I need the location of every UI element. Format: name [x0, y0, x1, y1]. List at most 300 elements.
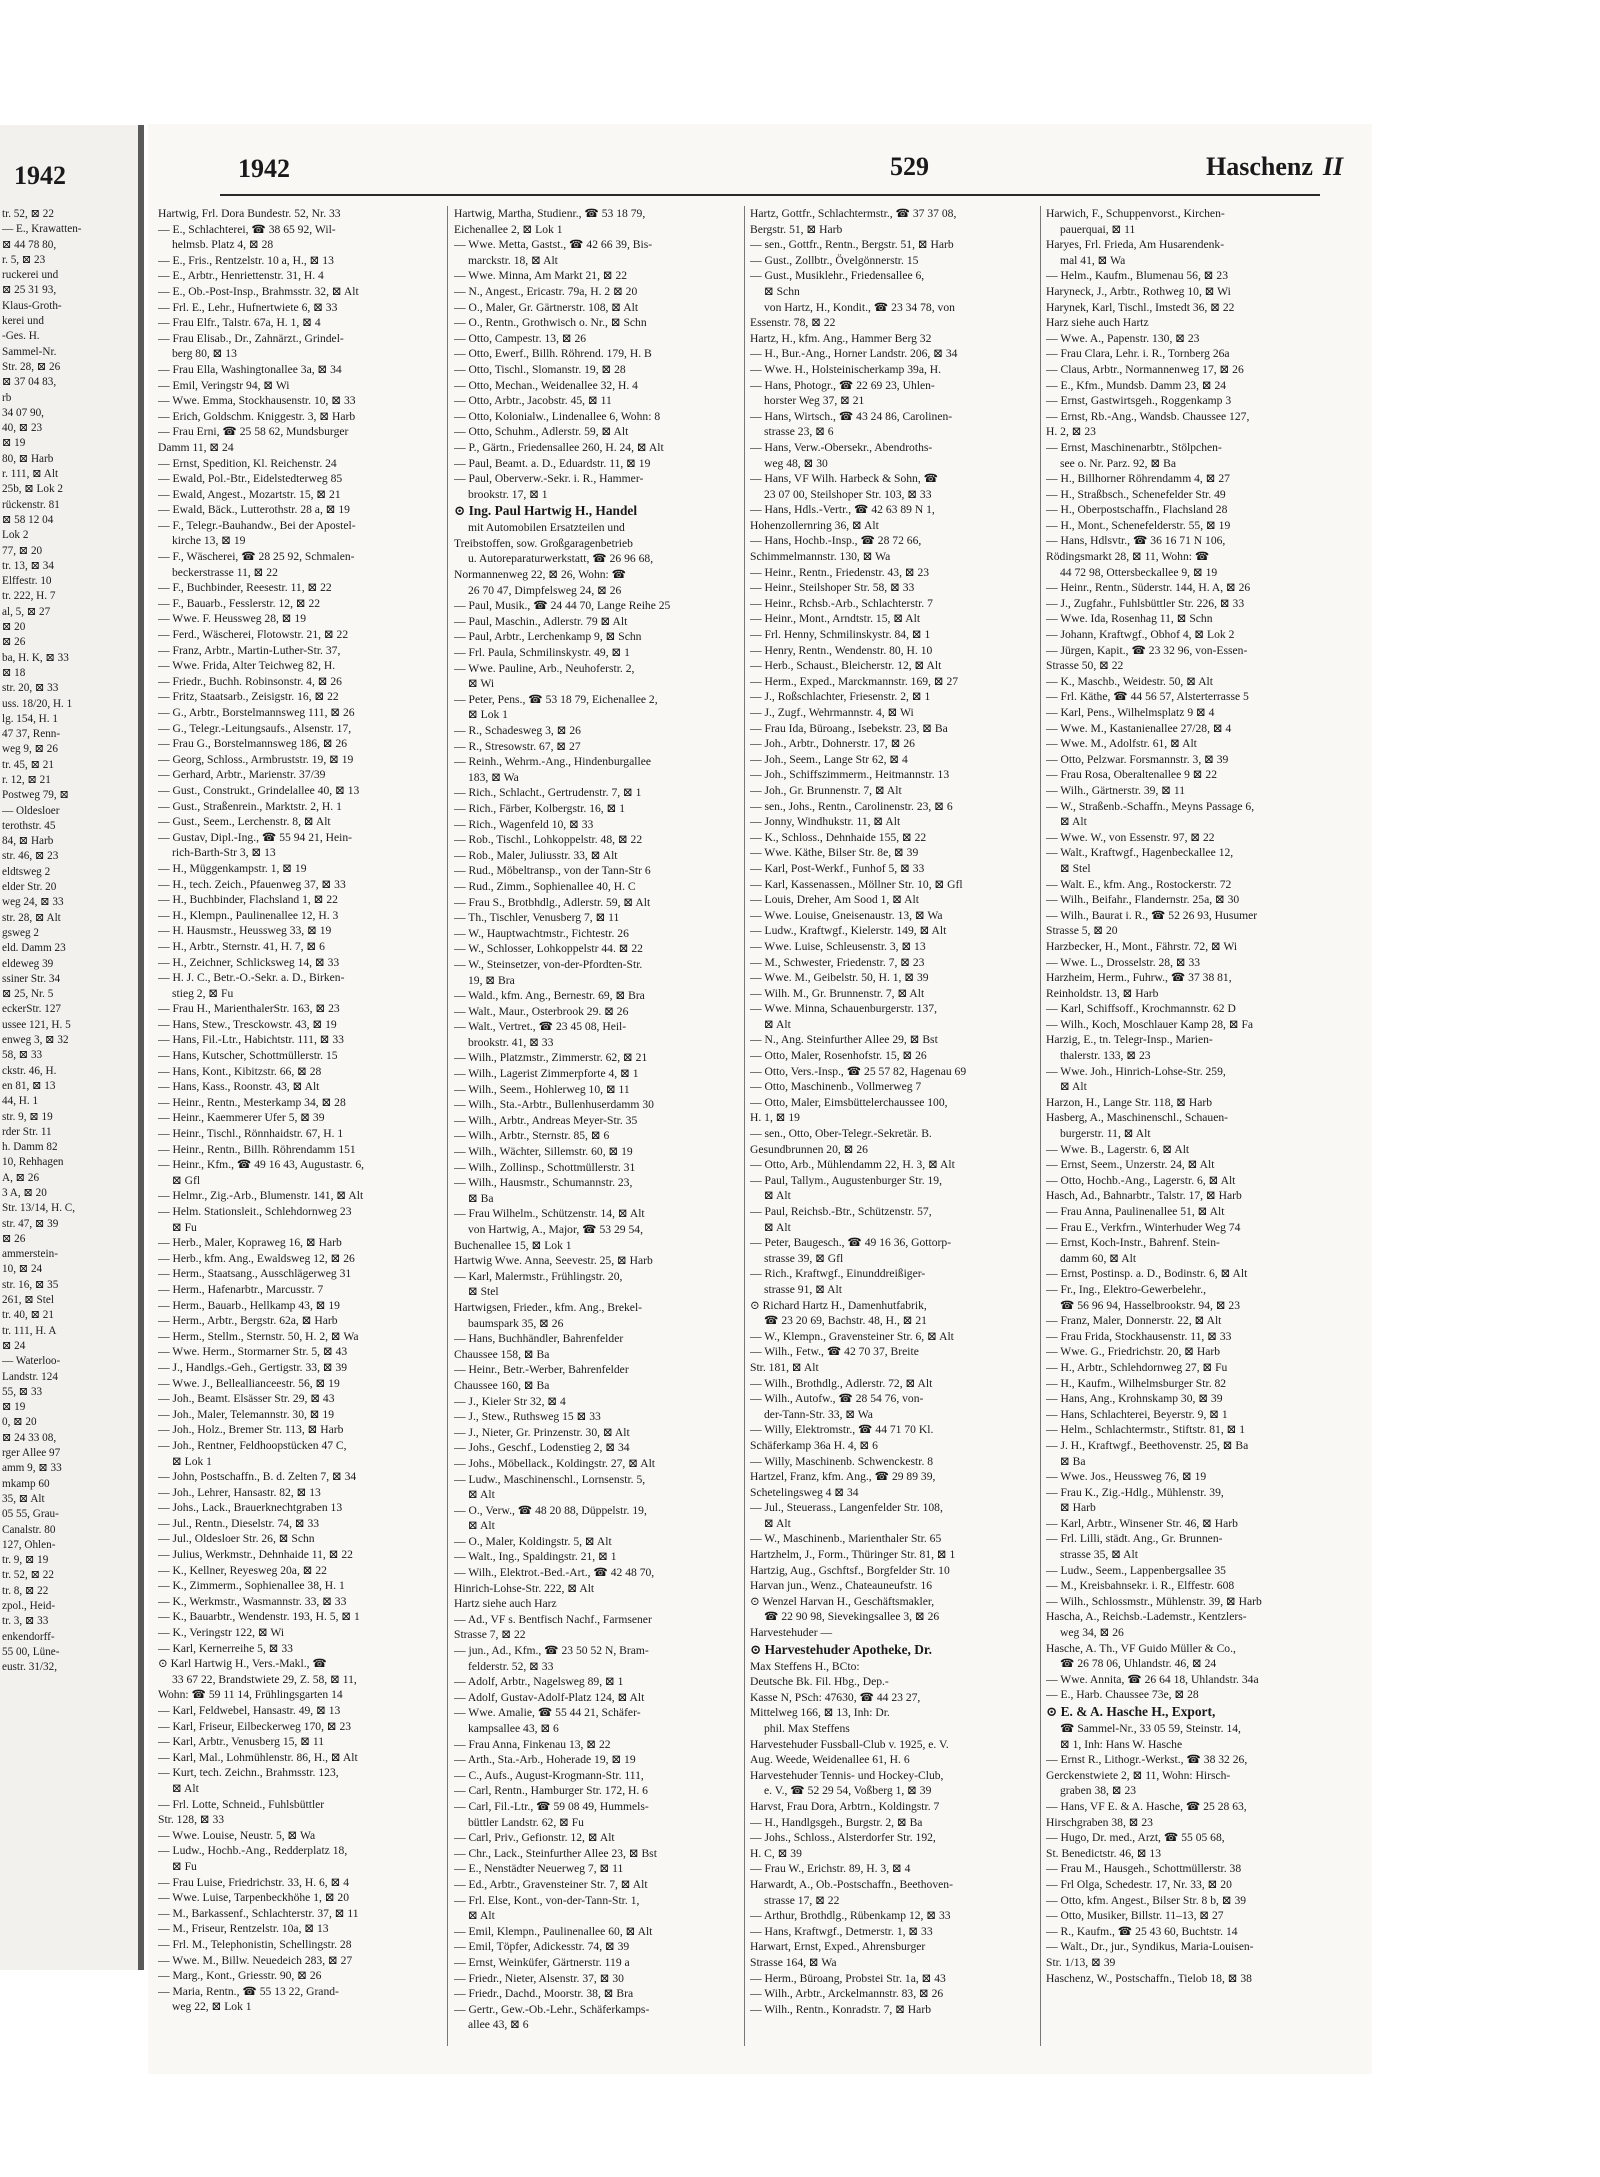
directory-entry: — K., Zimmerm., Sophienallee 38, H. 1 — [158, 1579, 345, 1593]
directory-entry: weg 34, ⊠ 26 — [1060, 1626, 1124, 1640]
directory-entry: — Wilh., Hausmstr., Schumannstr. 23, — [454, 1176, 633, 1190]
previous-page-line: Landstr. 124 — [2, 1370, 58, 1383]
directory-entry: Hartz siehe auch Harz — [454, 1597, 557, 1611]
directory-entry: Hartz, Gottfr., Schlachtermstr., ☎ 37 37 08, — [750, 207, 957, 220]
previous-page-line: tr. 111, H. A — [2, 1324, 57, 1337]
directory-entry: — Joh., Gr. Brunnenstr. 7, ⊠ Alt — [750, 783, 902, 797]
directory-entry: — Wwe. M., Geibelstr. 50, H. 1, ⊠ 39 — [750, 971, 929, 985]
directory-entry: — Karl, Kernerreihe 5, ⊠ 33 — [158, 1641, 293, 1655]
directory-entry: — Otto, Maler, Eimsbüttelerchaussee 100, — [750, 1095, 948, 1109]
directory-entry: — R., Stresowstr. 67, ⊠ 27 — [454, 739, 581, 753]
directory-entry: — Paul, Tallym., Augustenburger Str. 19, — [750, 1173, 942, 1187]
directory-entry: — H., Kaufm., Wilhelmsburger Str. 82 — [1046, 1376, 1227, 1390]
directory-entry: — Wilh., Arbtr., Andreas Meyer-Str. 35 — [454, 1113, 638, 1127]
directory-entry: — K., Maschb., Weidestr. 50, ⊠ Alt — [1046, 674, 1214, 688]
directory-entry: — Ludw., Hochb.-Ang., Redderplatz 18, — [158, 1844, 348, 1858]
directory-entry: — Adolf, Arbtr., Nagelsweg 89, ⊠ 1 — [454, 1675, 624, 1689]
previous-page-line: 35, ⊠ Alt — [2, 1492, 45, 1505]
directory-entry: — Frau Ida, Büroang., Isebekstr. 23, ⊠ Ba — [750, 721, 948, 735]
directory-entry: — Hans, Kutscher, Schottmüllerstr. 15 — [158, 1049, 338, 1063]
directory-entry: — K., Bauarbtr., Wendenstr. 193, H. 5, ⊠ 1 — [158, 1610, 360, 1624]
directory-entry: — Wilh., Brothdlg., Adlerstr. 72, ⊠ Alt — [750, 1376, 933, 1390]
directory-entry: ⊠ Lok 1 — [172, 1454, 212, 1468]
previous-page-line: 77, ⊠ 20 — [2, 544, 43, 557]
previous-page-line: enkendorff- — [2, 1630, 55, 1643]
previous-page-line: Sammel-Nr. — [2, 345, 57, 358]
directory-entry: Deutsche Bk. Fil. Hbg., Dep.- — [750, 1675, 889, 1689]
directory-entry: — W., Maschinenb., Marienthaler Str. 65 — [750, 1532, 942, 1546]
previous-page-line: rückenstr. 81 — [2, 498, 60, 511]
directory-entry: — Heinr., Rentn., Friedenstr. 43, ⊠ 23 — [750, 565, 930, 579]
directory-entry: — Herm., Bauarb., Hellkamp 43, ⊠ 19 — [158, 1298, 340, 1312]
directory-entry: — Gust., Zollbtr., Övelgönnerstr. 15 — [750, 253, 919, 267]
directory-entry: Harvestehuder Tennis- und Hockey-Club, — [750, 1768, 944, 1782]
directory-entry: — E., Harb. Chaussee 73e, ⊠ 28 — [1046, 1688, 1199, 1702]
previous-page-line: -Ges. H. — [2, 330, 40, 343]
directory-entry: — E., Fris., Rentzelstr. 10 a, H., ⊠ 13 — [158, 253, 334, 267]
directory-entry: — Karl, Schiffsoff., Krochmannstr. 62 D — [1046, 1002, 1236, 1016]
directory-entry: — Wwe. M., Adolfstr. 61, ⊠ Alt — [1046, 737, 1197, 751]
previous-page-line: ⊠ 25, Nr. 5 — [2, 988, 54, 1001]
directory-entry: — Wilh., Zollinsp., Schottmüllerstr. 31 — [454, 1160, 636, 1174]
directory-entry: Str. 128, ⊠ 33 — [158, 1813, 225, 1827]
directory-entry: ⊠ Lok 1 — [468, 708, 508, 722]
directory-entry: — Wwe. Amalie, ☎ 55 44 21, Schäfer- — [454, 1706, 641, 1720]
directory-entry: — jun., Ad., Kfm., ☎ 23 50 52 N, Bram- — [454, 1644, 649, 1658]
previous-page-line: tr. 3, ⊠ 33 — [2, 1615, 49, 1628]
directory-entry: — Reinh., Wehrm.-Ang., Hindenburgallee — [454, 755, 651, 769]
directory-entry: — Wilh., Arbtr., Sternstr. 85, ⊠ 6 — [454, 1129, 610, 1143]
directory-entry: Harynek, Karl, Tischl., Imstedt 36, ⊠ 22 — [1046, 300, 1235, 314]
directory-entry: felderstr. 52, ⊠ 33 — [468, 1659, 554, 1673]
directory-entry: Str. 1/13, ⊠ 39 — [1046, 1955, 1116, 1969]
directory-entry: — Wwe. Ida, Rosenhag 11, ⊠ Schn — [1046, 612, 1213, 626]
directory-entry: 44 72 98, Ottersbeckallee 9, ⊠ 19 — [1060, 565, 1218, 579]
directory-entry: — Jürgen, Kapit., ☎ 23 32 96, von-Essen- — [1046, 643, 1248, 657]
directory-entry: büttler Landstr. 62, ⊠ Fu — [468, 1815, 584, 1829]
previous-page-line: eld. Damm 23 — [2, 942, 66, 955]
directory-entry: — Maria, Rentn., ☎ 55 13 22, Grand- — [158, 1984, 339, 1998]
previous-page-line: 55, ⊠ 33 — [2, 1385, 43, 1398]
directory-entry: — Wwe. M., Kastanienallee 27/28, ⊠ 4 — [1046, 721, 1232, 735]
directory-entry: — M., Kreisbahnsekr. i. R., Elffestr. 608 — [1046, 1579, 1235, 1593]
directory-entry: — Chr., Lack., Steinfurther Allee 23, ⊠ Bst — [454, 1846, 657, 1860]
directory-entry: — Hans, Kass., Roonstr. 43, ⊠ Alt — [158, 1080, 320, 1094]
directory-entry: — C., Aufs., August-Krogmann-Str. 111, — [454, 1768, 644, 1782]
column-2 — [454, 206, 736, 2066]
directory-entry: — Paul, Reichsb.-Btr., Schützenstr. 57, — [750, 1205, 932, 1218]
directory-entry: ⊠ Alt — [172, 1781, 199, 1795]
previous-page-line: ⊠ 26 — [2, 636, 26, 649]
directory-entry: Hohenzollernring 36, ⊠ Alt — [750, 518, 879, 532]
directory-entry: 23 07 00, Steilshoper Str. 103, ⊠ 33 — [764, 487, 932, 501]
directory-entry: Str. 181, ⊠ Alt — [750, 1360, 819, 1374]
directory-entry: — Heinr., Kaemmerer Ufer 5, ⊠ 39 — [158, 1111, 325, 1125]
directory-entry: — Herm., Staatsang., Ausschlägerweg 31 — [158, 1267, 352, 1281]
directory-entry: von Hartwig, A., Major, ☎ 53 29 54, — [468, 1223, 643, 1236]
directory-entry: Harzbecker, H., Mont., Fährstr. 72, ⊠ Wi — [1046, 939, 1238, 953]
directory-entry: — Rich., Kraftwgf., Einunddreißiger- — [750, 1267, 926, 1281]
page-number: 529 — [890, 152, 929, 181]
previous-page-line: tr. 222, H. 7 — [2, 590, 56, 603]
directory-entry: — J., Kieler Str 32, ⊠ 4 — [454, 1394, 566, 1408]
directory-entry: — Hans, Kont., Kibitzstr. 66, ⊠ 28 — [158, 1064, 322, 1078]
directory-entry: — Johs., Lack., Brauerknechtgraben 13 — [158, 1501, 343, 1515]
directory-entry: — Otto, kfm. Angest., Bilser Str. 8 b, ⊠ 39 — [1046, 1893, 1247, 1907]
directory-entry: — Wwe. Herm., Stormarner Str. 5, ⊠ 43 — [158, 1345, 348, 1359]
directory-entry: — Hans, Hdlsvtr., ☎ 36 16 71 N 106, — [1046, 534, 1226, 548]
previous-page-line: Postweg 79, ⊠ — [2, 789, 69, 802]
directory-entry: — Hans, Ang., Krohnskamp 30, ⊠ 39 — [1046, 1392, 1223, 1406]
directory-entry: ⊠ Alt — [468, 1488, 495, 1502]
previous-page-line: enweg 3, ⊠ 32 — [2, 1034, 69, 1047]
previous-page-line: tr. 45, ⊠ 21 — [2, 758, 54, 771]
directory-entry: — Otto, Kolonialw., Lindenallee 6, Wohn: 8 — [454, 409, 661, 423]
directory-entry: — Herb., Schaust., Bleicherstr. 12, ⊠ Alt — [750, 659, 942, 673]
directory-entry: — Joh., Rentner, Feldhoopstücken 47 C, — [158, 1438, 347, 1452]
previous-page-line: terothstr. 45 — [2, 819, 56, 832]
directory-entry: ⊠ Alt — [468, 1519, 495, 1533]
directory-entry: — Frau G., Borstelmannsweg 186, ⊠ 26 — [158, 737, 348, 751]
previous-page-line: 84, ⊠ Harb — [2, 835, 54, 848]
directory-entry: — E., Arbtr., Henriettenstr. 31, H. 4 — [158, 269, 324, 283]
directory-entry: — Heinr., Mont., Arndtstr. 15, ⊠ Alt — [750, 612, 921, 626]
directory-entry: — Otto, Maler, Rosenhofstr. 15, ⊠ 26 — [750, 1049, 927, 1063]
directory-entry: ⊙ Karl Hartwig H., Vers.-Makl., ☎ — [158, 1657, 327, 1671]
directory-entry: — N., Ang. Steinfurther Allee 29, ⊠ Bst — [750, 1033, 938, 1047]
previous-page-line: ⊠ 19 — [2, 437, 26, 450]
directory-entry: ☎ 56 96 94, Hasselbrookstr. 94, ⊠ 23 — [1060, 1298, 1241, 1312]
directory-page — [148, 124, 1372, 2074]
directory-entry: — J., Handlgs.-Geh., Gertigstr. 33, ⊠ 39 — [158, 1360, 348, 1374]
directory-entry: — R., Kaufm., ☎ 25 43 60, Buchtstr. 14 — [1046, 1924, 1238, 1938]
directory-entry: — Arthur, Brothdlg., Rübenkamp 12, ⊠ 33 — [750, 1909, 951, 1923]
directory-entry: — John, Postschaffn., B. d. Zelten 7, ⊠ 34 — [158, 1470, 357, 1484]
directory-entry: — Rud., Möbeltransp., von der Tann-Str 6 — [454, 864, 651, 878]
directory-entry: — K., Kellner, Reyesweg 20a, ⊠ 22 — [158, 1563, 327, 1577]
directory-entry: Chaussee 158, ⊠ Ba — [454, 1347, 550, 1361]
directory-entry: — O., Rentn., Grothwisch o. Nr., ⊠ Schn — [454, 316, 647, 330]
directory-entry: ☎ 23 20 69, Bachstr. 48, H., ⊠ 21 — [764, 1314, 927, 1328]
previous-page-line: tr. 52, ⊠ 22 — [2, 1569, 54, 1582]
directory-entry: — Ernst, Maschinenarbtr., Stölpchen- — [1046, 440, 1222, 454]
directory-entry: ⊠ Harb — [1060, 1501, 1096, 1515]
directory-entry: — Wwe. F. Heussweg 28, ⊠ 19 — [158, 612, 307, 626]
directory-entry: — Willy, Elektromstr., ☎ 44 71 70 Kl. — [750, 1423, 934, 1437]
previous-page-line: 55 00, Lüne- — [2, 1645, 60, 1658]
directory-entry: — E., Nenstädter Neuerweg 7, ⊠ 11 — [454, 1862, 624, 1876]
directory-entry: — O., Maler, Koldingstr. 5, ⊠ Alt — [454, 1534, 612, 1548]
directory-entry: — Otto, Tischl., Slomanstr. 19, ⊠ 28 — [454, 362, 626, 376]
directory-entry: Hartzhelm, J., Form., Thüringer Str. 81, ⊠ 1 — [750, 1548, 956, 1562]
directory-entry: ⊙ E. & A. Hasche H., Export, — [1046, 1704, 1216, 1719]
directory-entry: — Wilh., Lagerist Zimmerpforte 4, ⊠ 1 — [454, 1067, 639, 1081]
directory-entry: — Karl, Post-Werkf., Funhof 5, ⊠ 33 — [750, 861, 925, 875]
directory-entry: — Wwe. Joh., Hinrich-Lohse-Str. 259, — [1046, 1064, 1226, 1078]
directory-entry: Hartwig, Martha, Studienr., ☎ 53 18 79, — [454, 207, 646, 220]
directory-entry: — Wilh., Sta.-Arbtr., Bullenhuserdamm 30 — [454, 1098, 654, 1112]
directory-entry: Harvestehuder — — [750, 1626, 833, 1640]
directory-entry: — F., Buchbinder, Reesestr. 11, ⊠ 22 — [158, 581, 332, 595]
previous-page-line: 47 37, Renn- — [2, 728, 61, 741]
directory-entry: — F., Bauarb., Fesslerstr. 12, ⊠ 22 — [158, 596, 321, 610]
previous-page-line: 10, Rehhagen — [2, 1156, 64, 1169]
directory-entry: — Wilh., Gärtnerstr. 39, ⊠ 11 — [1046, 783, 1186, 797]
directory-entry: — Joh., Maler, Telemannstr. 30, ⊠ 19 — [158, 1407, 334, 1421]
directory-entry: Hinrich-Lohse-Str. 222, ⊠ Alt — [454, 1581, 595, 1595]
directory-entry: horster Weg 37, ⊠ 21 — [764, 394, 865, 408]
directory-entry: — Wilh., Wächter, Sillemstr. 60, ⊠ 19 — [454, 1145, 633, 1159]
previous-page-line: ssiner Str. 34 — [2, 972, 61, 985]
directory-entry: — G., Telegr.-Leitungsaufs., Alsenstr. 17, — [158, 721, 352, 735]
directory-entry: — H. J. C., Betr.-O.-Sekr. a. D., Birken- — [158, 971, 345, 985]
directory-entry: Chaussee 160, ⊠ Ba — [454, 1378, 550, 1392]
directory-entry: — G., Arbtr., Borstelmannsweg 111, ⊠ 26 — [158, 706, 355, 719]
directory-entry: ⊠ Alt — [1060, 1080, 1087, 1094]
directory-entry: — Johs., Möbellack., Koldingstr. 27, ⊠ Alt — [454, 1456, 656, 1470]
directory-entry: — Frl. M., Telephonistin, Schellingstr. 28 — [158, 1937, 352, 1951]
directory-entry: — Th., Tischler, Venusberg 7, ⊠ 11 — [454, 911, 620, 925]
directory-entry: — Marg., Kont., Griesstr. 90, ⊠ 26 — [158, 1969, 322, 1983]
directory-entry: — Frau E., Verkfrn., Winterhuder Weg 74 — [1046, 1220, 1241, 1234]
previous-page-year: 1942 — [14, 161, 66, 190]
previous-page-line: str. 9, ⊠ 19 — [2, 1110, 53, 1123]
directory-entry: — Ewald, Bäck., Lutterothstr. 28 a, ⊠ 19 — [158, 503, 350, 517]
directory-entry: — Frau S., Brotbhdlg., Adlerstr. 59, ⊠ Alt — [454, 895, 651, 909]
directory-entry: strasse 23, ⊠ 6 — [764, 425, 834, 439]
directory-entry: — Frl. Paula, Schmilinskystr. 49, ⊠ 1 — [454, 646, 630, 660]
directory-entry: — M., Barkassenf., Schlachterstr. 37, ⊠ 11 — [158, 1906, 359, 1920]
directory-entry: — Heinr., Tischl., Rönnhaidstr. 67, H. 1 — [158, 1127, 344, 1141]
previous-page-line: rb — [2, 391, 12, 404]
directory-entry: — Frau Rosa, Oberaltenallee 9 ⊠ 22 — [1046, 768, 1218, 782]
directory-entry: — F., Wäscherei, ☎ 28 25 92, Schmalen- — [158, 550, 355, 564]
previous-page-line: ⊠ 19 — [2, 1401, 26, 1414]
directory-entry: — H., Mont., Schenefelderstr. 55, ⊠ 19 — [1046, 518, 1231, 532]
directory-entry: — Wald., kfm. Ang., Bernestr. 69, ⊠ Bra — [454, 989, 645, 1003]
directory-entry: — Johs., Schloss., Alsterdorfer Str. 192, — [750, 1831, 936, 1845]
previous-page-line: str. 16, ⊠ 35 — [2, 1278, 59, 1291]
directory-entry: — Ed., Arbtr., Gravensteiner Str. 7, ⊠ Alt — [454, 1877, 648, 1891]
previous-page-line: ba, H. K, ⊠ 33 — [2, 651, 69, 664]
directory-entry: — Herm., Arbtr., Bergstr. 62a, ⊠ Harb — [158, 1314, 338, 1328]
directory-entry: — Frl. E., Lehr., Hufnertwiete 6, ⊠ 33 — [158, 300, 338, 314]
directory-entry: Hirschgraben 38, ⊠ 23 — [1046, 1815, 1153, 1829]
previous-page-line: Str. 28, ⊠ 26 — [2, 360, 61, 373]
directory-entry: — R., Schadesweg 3, ⊠ 26 — [454, 724, 581, 737]
previous-page-line: ⊠ 25 31 93, — [2, 284, 57, 297]
directory-entry: Hasch, Ad., Bahnarbtr., Talstr. 17, ⊠ Harb — [1046, 1189, 1242, 1203]
directory-entry: — Ludw., Maschinenschl., Lornsenstr. 5, — [454, 1472, 646, 1486]
directory-entry: — Otto, Maschinenb., Vollmerweg 7 — [750, 1080, 922, 1094]
previous-page-line: str. 28, ⊠ Alt — [2, 911, 61, 924]
directory-entry: — Gust., Straßenrein., Marktstr. 2, H. 1 — [158, 799, 342, 813]
directory-entry: Hasberg, A., Maschinenschl., Schauen- — [1046, 1111, 1229, 1125]
previous-page-line: en 81, ⊠ 13 — [2, 1079, 56, 1092]
directory-entry: — H., Billhorner Röhrendamm 4, ⊠ 27 — [1046, 472, 1230, 486]
previous-page-line: Canalstr. 80 — [2, 1523, 56, 1536]
directory-entry: ⊠ Alt — [764, 1516, 791, 1530]
directory-entry: — Gustav, Dipl.-Ing., ☎ 55 94 21, Hein- — [158, 830, 353, 844]
directory-entry: — Wilh., Rentn., Konradstr. 7, ⊠ Harb — [750, 2002, 931, 2016]
directory-entry: — Wilh., Platzmstr., Zimmerstr. 62, ⊠ 21 — [454, 1051, 648, 1065]
directory-entry: — Emil, Klempn., Paulinenallee 60, ⊠ Alt — [454, 1924, 653, 1938]
directory-entry: — Carl, Priv., Gefionstr. 12, ⊠ Alt — [454, 1831, 615, 1845]
directory-entry: — K., Veringstr 122, ⊠ Wi — [158, 1626, 285, 1640]
directory-entry: — Carl, Rentn., Hamburger Str. 172, H. 6 — [454, 1784, 648, 1798]
directory-entry: — Paul, Beamt. a. D., Eduardstr. 11, ⊠ 19 — [454, 456, 651, 470]
directory-entry: — Emil, Töpfer, Adickesstr. 74, ⊠ 39 — [454, 1940, 630, 1954]
directory-entry: — Rich., Färber, Kolbergstr. 16, ⊠ 1 — [454, 801, 626, 815]
directory-entry: — Heinr., Rentn., Mesterkamp 34, ⊠ 28 — [158, 1095, 346, 1109]
directory-entry: — Otto, Arbtr., Jacobstr. 45, ⊠ 11 — [454, 394, 612, 408]
directory-entry: Harvst, Frau Dora, Arbtrn., Koldingstr. 7 — [750, 1799, 940, 1813]
directory-entry: — Walt., Ing., Spaldingstr. 21, ⊠ 1 — [454, 1550, 617, 1564]
previous-page-line: ckstr. 46, H. — [2, 1064, 57, 1077]
directory-entry: thalerstr. 133, ⊠ 23 — [1060, 1049, 1151, 1063]
directory-entry: ⊙ Ing. Paul Hartwig H., Handel — [454, 503, 638, 519]
directory-entry: — Gust., Musiklehr., Friedensallee 6, — [750, 269, 925, 283]
directory-entry: — Frau Luise, Friedrichstr. 33, H. 6, ⊠ 4 — [158, 1875, 350, 1889]
previous-page-line: 34 07 90, — [2, 406, 44, 419]
directory-entry: — Ludw., Kraftwgf., Kielerstr. 149, ⊠ Alt — [750, 924, 947, 938]
directory-entry: — Frl. Lotte, Schneid., Fuhlsbüttler — [158, 1797, 325, 1811]
directory-entry: — Rob., Tischl., Lohkoppelstr. 48, ⊠ 22 — [454, 833, 643, 847]
directory-entry: — H., Arbtr., Sternstr. 41, H. 7, ⊠ 6 — [158, 939, 325, 953]
page-year: 1942 — [238, 154, 290, 183]
previous-page-edge — [0, 125, 144, 1970]
directory-entry: — Wwe. L., Drosselstr. 28, ⊠ 33 — [1046, 955, 1201, 969]
directory-entry: marckstr. 18, ⊠ Alt — [468, 253, 558, 267]
directory-entry: berg 80, ⊠ 13 — [172, 347, 237, 361]
directory-entry: Hartwig, Frl. Dora Bundestr. 52, Nr. 33 — [158, 207, 341, 220]
directory-entry: — Hans, Fil.-Ltr., Habichtstr. 111, ⊠ 33 — [158, 1033, 344, 1047]
directory-entry: burgerstr. 11, ⊠ Alt — [1060, 1127, 1151, 1141]
previous-page-line: A, ⊠ 26 — [2, 1171, 40, 1184]
previous-page-line: weg 9, ⊠ 26 — [2, 743, 58, 756]
column-4 — [1046, 206, 1328, 2066]
directory-entry: — M., Friseur, Rentzelstr. 10a, ⊠ 13 — [158, 1922, 329, 1936]
previous-page-line: 0, ⊠ 20 — [2, 1416, 37, 1429]
header-rule — [220, 194, 1320, 196]
directory-entry: — Peter, Pens., ☎ 53 18 79, Eichenallee 2, — [454, 692, 658, 706]
directory-entry: — Ernst R., Lithogr.-Werkst., ☎ 38 32 26, — [1046, 1753, 1248, 1767]
directory-entry: — Walt., Kraftwgf., Hagenbeckallee 12, — [1046, 846, 1234, 860]
directory-entry: helmsb. Platz 4, ⊠ 28 — [172, 238, 274, 252]
directory-entry: ⊠ Schn — [764, 284, 800, 298]
directory-entry: — Jul., Rentn., Dieselstr. 74, ⊠ 33 — [158, 1516, 320, 1530]
directory-entry: — Wilh., Autofw., ☎ 28 54 76, von- — [750, 1392, 924, 1406]
directory-entry: H. C, ⊠ 39 — [750, 1846, 802, 1860]
directory-entry: — H., Klempn., Paulinenallee 12, H. 3 — [158, 908, 339, 922]
directory-entry: 26 70 47, Dimpfelsweg 24, ⊠ 26 — [468, 583, 622, 597]
directory-entry: ⊠ Alt — [1060, 815, 1087, 829]
previous-page-line: kerei und — [2, 315, 44, 328]
directory-entry: — W., Straßenb.-Schaffn., Meyns Passage 6, — [1046, 799, 1255, 813]
directory-entry: — Ewald, Angest., Mozartstr. 15, ⊠ 21 — [158, 487, 341, 501]
directory-entry: — Heinr., Rentn., Süderstr. 144, H. A, ⊠ 26 — [1046, 581, 1251, 595]
directory-entry: — Walt. E., kfm. Ang., Rostockerstr. 72 — [1046, 877, 1232, 891]
directory-entry: Mittelweg 166, ⊠ 13, Inh: Dr. — [750, 1706, 890, 1720]
previous-page-line: ⊠ 20 — [2, 621, 26, 634]
directory-entry: graben 38, ⊠ 23 — [1060, 1784, 1137, 1798]
directory-entry: — Friedr., Nieter, Alsenstr. 37, ⊠ 30 — [454, 1971, 624, 1985]
directory-entry: — Walt., Vertret., ☎ 23 45 08, Heil- — [454, 1020, 627, 1034]
previous-page-line: 05 55, Grau- — [2, 1508, 59, 1521]
directory-entry: — Wwe. Pauline, Arb., Neuhoferstr. 2, — [454, 661, 635, 675]
previous-page-line: uss. 18/20, H. 1 — [2, 697, 73, 710]
directory-entry: Wohn: ☎ 59 11 14, Frühlingsgarten 14 — [158, 1688, 343, 1702]
directory-entry: St. Benedictstr. 46, ⊠ 13 — [1046, 1846, 1162, 1860]
directory-entry: — Gust., Construkt., Grindelallee 40, ⊠ 13 — [158, 783, 360, 797]
directory-entry: — H. Hausmstr., Heussweg 33, ⊠ 19 — [158, 924, 332, 938]
directory-entry: — Wwe. Frida, Alter Teichweg 82, H. — [158, 659, 336, 673]
directory-entry: Harwich, F., Schuppenvorst., Kirchen- — [1046, 207, 1225, 220]
directory-entry: kampsallee 43, ⊠ 6 — [468, 1722, 559, 1735]
previous-page-line: amm 9, ⊠ 33 — [2, 1462, 62, 1475]
directory-entry: Harzheim, Herm., Fuhrw., ☎ 37 38 81, — [1046, 971, 1232, 985]
previous-page-line: — Waterloo- — [2, 1355, 61, 1368]
directory-entry: ☎ 26 78 06, Uhlandstr. 46, ⊠ 24 — [1060, 1657, 1217, 1671]
directory-entry: — Helm., Schlachtermstr., Stiftstr. 81, ⊠ 1 — [1046, 1423, 1246, 1437]
directory-entry: — Ewald, Pol.-Btr., Eidelstedterweg 85 — [158, 472, 343, 486]
directory-entry: — Jul., Oldesloer Str. 26, ⊠ Schn — [158, 1532, 315, 1546]
directory-entry: ⊠ Alt — [764, 1220, 791, 1234]
directory-entry: — H., tech. Zeich., Pfauenweg 37, ⊠ 33 — [158, 877, 346, 891]
previous-page-line: ⊠ 37 04 83, — [2, 376, 57, 389]
directory-entry: ☎ 22 90 98, Sievekingsallee 3, ⊠ 26 — [764, 1610, 940, 1624]
directory-entry: e. V., ☎ 52 29 54, Voßberg 1, ⊠ 39 — [764, 1784, 932, 1798]
previous-page-line: 40, ⊠ 23 — [2, 422, 43, 435]
directory-entry: — Joh., Seem., Lange Str 62, ⊠ 4 — [750, 752, 908, 766]
previous-page-line: tr. 40, ⊠ 21 — [2, 1309, 54, 1322]
previous-page-line: weg 24, ⊠ 33 — [2, 896, 64, 909]
previous-page-line: — Oldesloer — [2, 804, 60, 817]
directory-entry: — Carl, Fil.-Ltr., ☎ 59 08 49, Hummels- — [454, 1799, 649, 1813]
directory-entry: — Ernst, Weinküfer, Gärtnerstr. 119 a — [454, 1955, 630, 1969]
directory-entry: — Helm., Kaufm., Blumenau 56, ⊠ 23 — [1046, 269, 1228, 283]
directory-entry: — Frl. Henny, Schmilinskystr. 84, ⊠ 1 — [750, 628, 931, 642]
previous-page-line: 3 A, ⊠ 20 — [2, 1187, 47, 1199]
previous-page-line: 127, Ohlen- — [2, 1538, 56, 1551]
previous-page-line: zpol., Heid- — [2, 1600, 56, 1613]
directory-entry: — Otto, Arb., Mühlendamm 22, H. 3, ⊠ Alt — [750, 1158, 955, 1172]
directory-entry: — Heinr., Rentn., Billh. Röhrendamm 151 — [158, 1142, 356, 1156]
directory-entry: — Paul, Arbtr., Lerchenkamp 9, ⊠ Schn — [454, 630, 642, 644]
directory-entry: — J., Stew., Ruthsweg 15 ⊠ 33 — [454, 1410, 601, 1424]
previous-page-line: tr. 8, ⊠ 22 — [2, 1584, 49, 1597]
directory-entry: — Frau Elisab., Dr., Zahnärzt., Grindel- — [158, 331, 344, 345]
directory-entry: — Ernst, Spedition, Kl. Reichenstr. 24 — [158, 456, 337, 470]
directory-entry: — H., Müggenkampstr. 1, ⊠ 19 — [158, 861, 307, 875]
directory-entry: Hartzel, Franz, kfm. Ang., ☎ 29 89 39, — [750, 1470, 936, 1484]
directory-entry: Kasse N, PSch: 47630, ☎ 44 23 27, — [750, 1690, 921, 1704]
directory-entry: — Heinr., Rchsb.-Arb., Schlachterstr. 7 — [750, 596, 933, 610]
previous-page-line: h. Damm 82 — [2, 1141, 58, 1154]
directory-entry: Schimmelmannstr. 130, ⊠ Wa — [750, 550, 891, 564]
directory-entry: — Johann, Kraftwgf., Obhof 4, ⊠ Lok 2 — [1046, 628, 1235, 642]
directory-entry: — Franz, Maler, Donnerstr. 22, ⊠ Alt — [1046, 1314, 1222, 1328]
directory-entry: — Wilh., Arbtr., Arckelmannstr. 83, ⊠ 26 — [750, 1987, 944, 2001]
directory-entry: — Hugo, Dr. med., Arzt, ☎ 55 05 68, — [1046, 1831, 1225, 1845]
previous-page-line: Str. 13/14, H. C, — [2, 1202, 76, 1215]
column-divider — [744, 206, 745, 2046]
directory-entry: — Friedr., Buchh. Robinsonstr. 4, ⊠ 26 — [158, 674, 342, 688]
directory-entry: — Karl, Malermstr., Frühlingstr. 20, — [454, 1269, 623, 1283]
directory-entry: strasse 39, ⊠ Gfl — [764, 1251, 844, 1265]
previous-page-line: 10, ⊠ 24 — [2, 1263, 43, 1276]
directory-entry: — H., Buchbinder, Flachsland 1, ⊠ 22 — [158, 893, 338, 907]
